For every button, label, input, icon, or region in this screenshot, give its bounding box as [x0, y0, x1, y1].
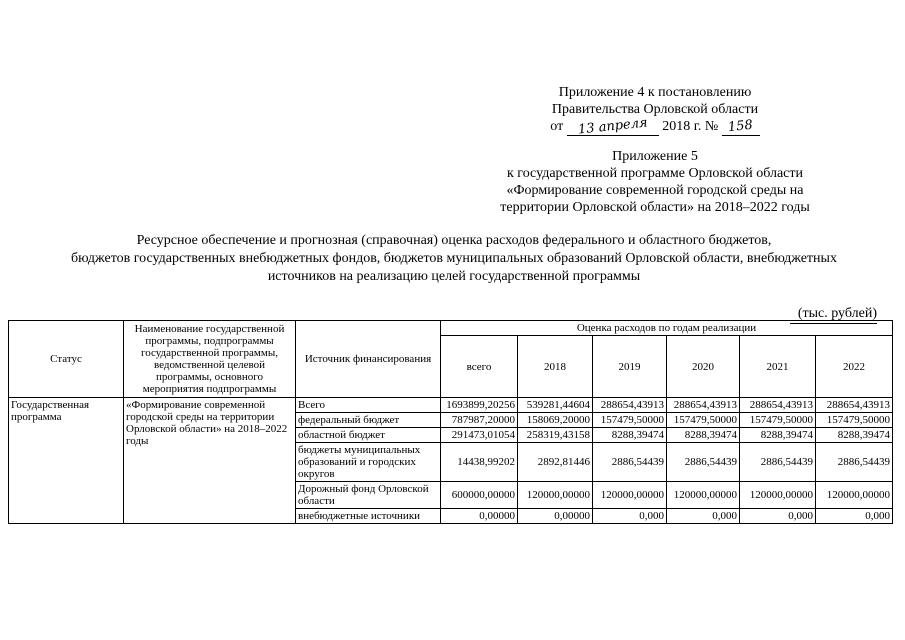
value-cell: 1693899,20256	[441, 398, 518, 413]
value-cell: 157479,50000	[740, 413, 816, 428]
value-cell: 8288,39474	[667, 428, 740, 443]
program-appendix-line3: «Формирование современной городской среды на	[506, 183, 804, 198]
value-cell: 288654,43913	[816, 398, 893, 413]
decree-from-label: от	[550, 119, 564, 134]
decree-year: 2018 г.	[662, 119, 702, 134]
value-cell: 288654,43913	[667, 398, 740, 413]
units-label: (тыс. рублей)	[790, 306, 877, 324]
source-cell: Дорожный фонд Орловской области	[296, 482, 441, 509]
value-cell: 0,000	[593, 509, 667, 524]
decree-date-line	[505, 115, 805, 138]
value-cell: 787987,20000	[441, 413, 518, 428]
decree-appendix-line1: Приложение 4 к постановлению	[558, 85, 752, 100]
value-cell: 258319,43158	[518, 428, 593, 443]
program-appendix-line2: к государственной программе Орловской области	[507, 166, 803, 181]
value-cell: 0,00000	[518, 509, 593, 524]
value-cell: 158069,20000	[518, 413, 593, 428]
decree-number-sign: №	[704, 119, 719, 134]
value-cell: 0,000	[740, 509, 816, 524]
value-cell: 8288,39474	[816, 428, 893, 443]
value-cell: 288654,43913	[593, 398, 667, 413]
header-year-2020: 2020	[667, 336, 740, 398]
value-cell: 600000,00000	[441, 482, 518, 509]
value-cell: 2886,54439	[667, 443, 740, 482]
header-status: Статус	[9, 321, 124, 398]
header-year-2019: 2019	[593, 336, 667, 398]
value-cell: 0,000	[667, 509, 740, 524]
document-title-line2: бюджетов государственных внебюджетных фондов, бюджетов муниципальных образований Орловской области, внебюджетных	[71, 251, 837, 266]
header-year-2018: 2018	[518, 336, 593, 398]
value-cell: 2886,54439	[593, 443, 667, 482]
value-cell: 120000,00000	[518, 482, 593, 509]
program-appendix-line1: Приложение 5	[612, 149, 698, 164]
value-cell: 0,00000	[441, 509, 518, 524]
source-cell: федеральный бюджет	[296, 413, 441, 428]
value-cell: 120000,00000	[816, 482, 893, 509]
value-cell: 8288,39474	[740, 428, 816, 443]
value-cell: 0,000	[816, 509, 893, 524]
value-cell: 120000,00000	[667, 482, 740, 509]
decree-date-handwritten: 13 апреля	[567, 118, 659, 136]
program-appendix-line4: территории Орловской области» на 2018–2022 годы	[500, 200, 810, 215]
value-cell: 291473,01054	[441, 428, 518, 443]
decree-appendix-header	[505, 84, 805, 136]
value-cell: 120000,00000	[740, 482, 816, 509]
program-name-cell: «Формирование современной городской среды на территории Орловской области» на 2018–2022 годы	[124, 398, 296, 524]
source-cell: областной бюджет	[296, 428, 441, 443]
value-cell: 2892,81446	[518, 443, 593, 482]
document-title-line3: источников на реализацию целей государственной программы	[267, 269, 641, 284]
document-title-line1: Ресурсное обеспечение и прогнозная (справочная) оценка расходов федерального и областного бюджетов,	[136, 233, 772, 248]
status-cell: Государственная программа	[9, 398, 124, 524]
program-appendix-header	[455, 148, 855, 216]
decree-appendix-line2: Правительства Орловской области	[551, 102, 759, 117]
header-estimate: Оценка расходов по годам реализации	[441, 321, 893, 336]
table-row	[9, 398, 893, 413]
value-cell: 157479,50000	[667, 413, 740, 428]
source-cell: Всего	[296, 398, 441, 413]
value-cell: 2886,54439	[740, 443, 816, 482]
header-program-name: Наименование государственной программы, подпрограммы государственной программы, ведомственной целевой программы, основного мероприятия подпрограммы	[124, 321, 296, 398]
value-cell: 157479,50000	[816, 413, 893, 428]
document-title	[20, 232, 888, 286]
value-cell: 539281,44604	[518, 398, 593, 413]
header-year-2022: 2022	[816, 336, 893, 398]
value-cell: 288654,43913	[740, 398, 816, 413]
source-cell: внебюджетные источники	[296, 509, 441, 524]
header-source: Источник финансирования	[296, 321, 441, 398]
resource-table	[8, 320, 893, 524]
header-year-2021: 2021	[740, 336, 816, 398]
decree-number-handwritten: 158	[722, 118, 760, 136]
value-cell: 2886,54439	[816, 443, 893, 482]
header-total: всего	[441, 336, 518, 398]
value-cell: 157479,50000	[593, 413, 667, 428]
source-cell: бюджеты муниципальных образований и городских округов	[296, 443, 441, 482]
value-cell: 8288,39474	[593, 428, 667, 443]
value-cell: 14438,99202	[441, 443, 518, 482]
value-cell: 120000,00000	[593, 482, 667, 509]
